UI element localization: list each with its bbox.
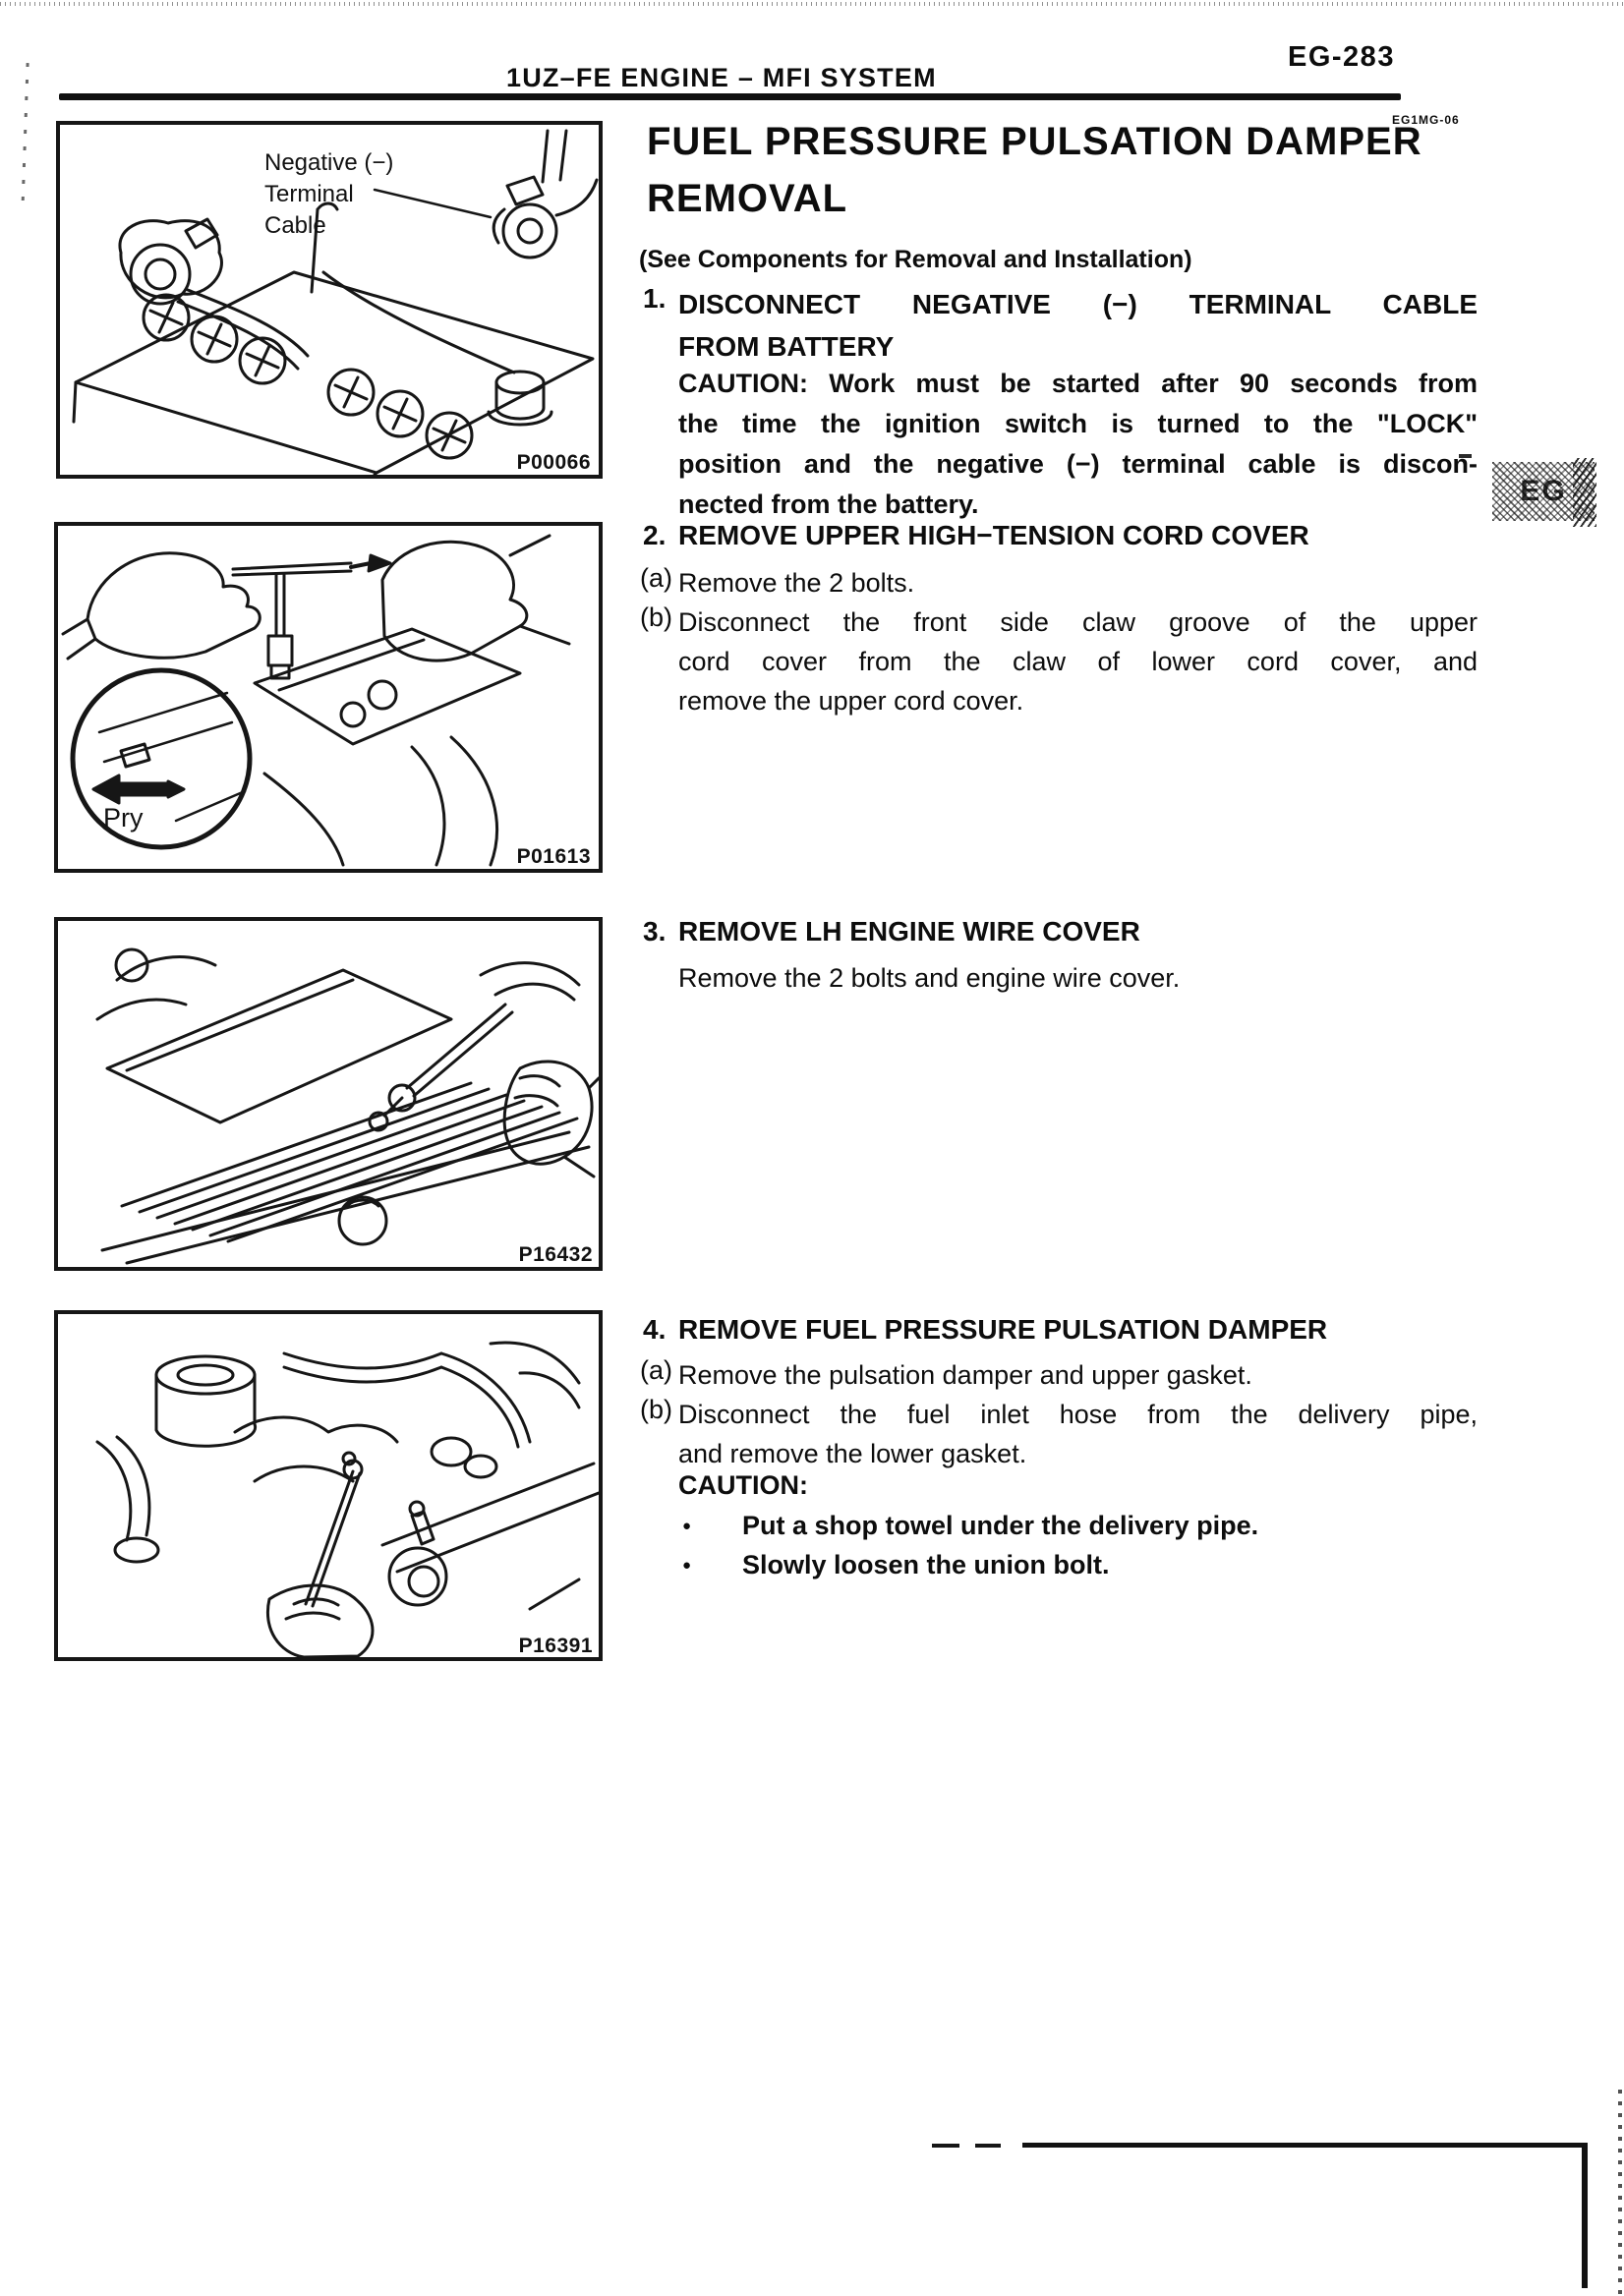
article-subtitle: (See Components for Removal and Installation) (639, 246, 1192, 273)
step1-caution-line4: nected from the battery. (678, 489, 979, 519)
step1-number: 1. (643, 283, 667, 314)
step1-heading-line1: DISCONNECT NEGATIVE (−) TERMINAL CABLE (678, 289, 1478, 319)
figure-damper (54, 1310, 603, 1661)
figure-pry-annotation: Pry (103, 803, 144, 832)
section-tab-edge (1573, 458, 1596, 527)
step3-body: Remove the 2 bolts and engine wire cover. (678, 963, 1181, 993)
figure-battery (56, 121, 603, 479)
figure-battery-label-line2: Terminal (264, 181, 354, 207)
damper-illustration (58, 1314, 599, 1657)
scan-artifact-dashes (932, 2144, 1001, 2148)
battery-illustration (60, 125, 599, 475)
step4-heading: REMOVE FUEL PRESSURE PULSATION DAMPER (678, 1314, 1328, 1345)
step1-heading (678, 283, 1478, 368)
step1-heading-line2: FROM BATTERY (678, 331, 895, 362)
step2a-text: Remove the 2 bolts. (678, 568, 915, 598)
step4a-text: Remove the pulsation damper and upper gasket. (678, 1360, 1252, 1390)
step1-caution-line3: position and the negative (−) terminal cable is discon- (678, 449, 1478, 479)
article-title-line1: FUEL PRESSURE PULSATION DAMPER (647, 120, 1422, 163)
article-title-line2: REMOVAL (647, 177, 848, 220)
step2b-line3: remove the upper cord cover. (678, 686, 1024, 716)
doc-code: EG1MG-06 (1392, 113, 1460, 127)
figure-wire-cover-code: P16432 (518, 1243, 593, 1266)
step1-caution-line2: the time the ignition switch is turned to the "LOCK" (678, 409, 1478, 438)
scan-artifact-top-dots (0, 2, 1624, 6)
step4a-label: (a) (640, 1355, 672, 1385)
step2b-label: (b) (640, 603, 672, 632)
step2-heading: REMOVE UPPER HIGH−TENSION CORD COVER (678, 520, 1309, 550)
figure-damper-code: P16391 (518, 1635, 593, 1657)
step4-caution-title: CAUTION: (678, 1470, 808, 1500)
step2-number: 2. (643, 520, 667, 550)
step2b-text (678, 603, 1478, 720)
step3-heading: REMOVE LH ENGINE WIRE COVER (678, 916, 1140, 947)
step1-caution (678, 364, 1478, 525)
header-rule (59, 93, 1401, 100)
header-page-number: EG-283 (1288, 41, 1395, 73)
step4b-label: (b) (640, 1395, 672, 1424)
section-tab-label: EG (1520, 475, 1567, 507)
figure-battery-label-line1: Negative (−) (264, 149, 394, 176)
wire-cover-illustration (58, 921, 599, 1267)
step4-caution-bullet1: Put a shop towel under the delivery pipe. (742, 1511, 1259, 1540)
pry-illustration (58, 526, 599, 869)
step4-caution-bullet2: Slowly loosen the union bolt. (742, 1550, 1110, 1579)
bullet-icon: ● (682, 1518, 692, 1534)
step4-number: 4. (643, 1314, 667, 1345)
scan-artifact-left-dots (21, 63, 29, 210)
figure-battery-label-line3: Cable (264, 212, 326, 239)
scan-artifact-line-vertical (1582, 2143, 1588, 2288)
step1-caution-line1: CAUTION: Work must be started after 90 seconds from (678, 369, 1478, 398)
step4b-line1: Disconnect the fuel inlet hose from the delivery pipe, (678, 1400, 1478, 1429)
step2b-line1: Disconnect the front side claw groove of the upper (678, 607, 1478, 637)
step2b-line2: cord cover from the claw of lower cord cover, and (678, 647, 1478, 676)
step4b-text (678, 1395, 1478, 1473)
figure-pry-code: P01613 (516, 845, 591, 868)
step3-number: 3. (643, 916, 667, 947)
header-section-title: 1UZ–FE ENGINE – MFI SYSTEM (506, 63, 937, 92)
figure-battery-code: P00066 (516, 451, 591, 474)
figure-wire-cover (54, 917, 603, 1271)
step2a-label: (a) (640, 563, 672, 593)
bullet-icon: ● (682, 1557, 692, 1574)
scan-artifact-line-horizontal (1022, 2143, 1588, 2148)
figure-cord-cover-pry (54, 522, 603, 873)
step4b-line2: and remove the lower gasket. (678, 1439, 1027, 1468)
scan-artifact-right-dots (1618, 2090, 1622, 2296)
